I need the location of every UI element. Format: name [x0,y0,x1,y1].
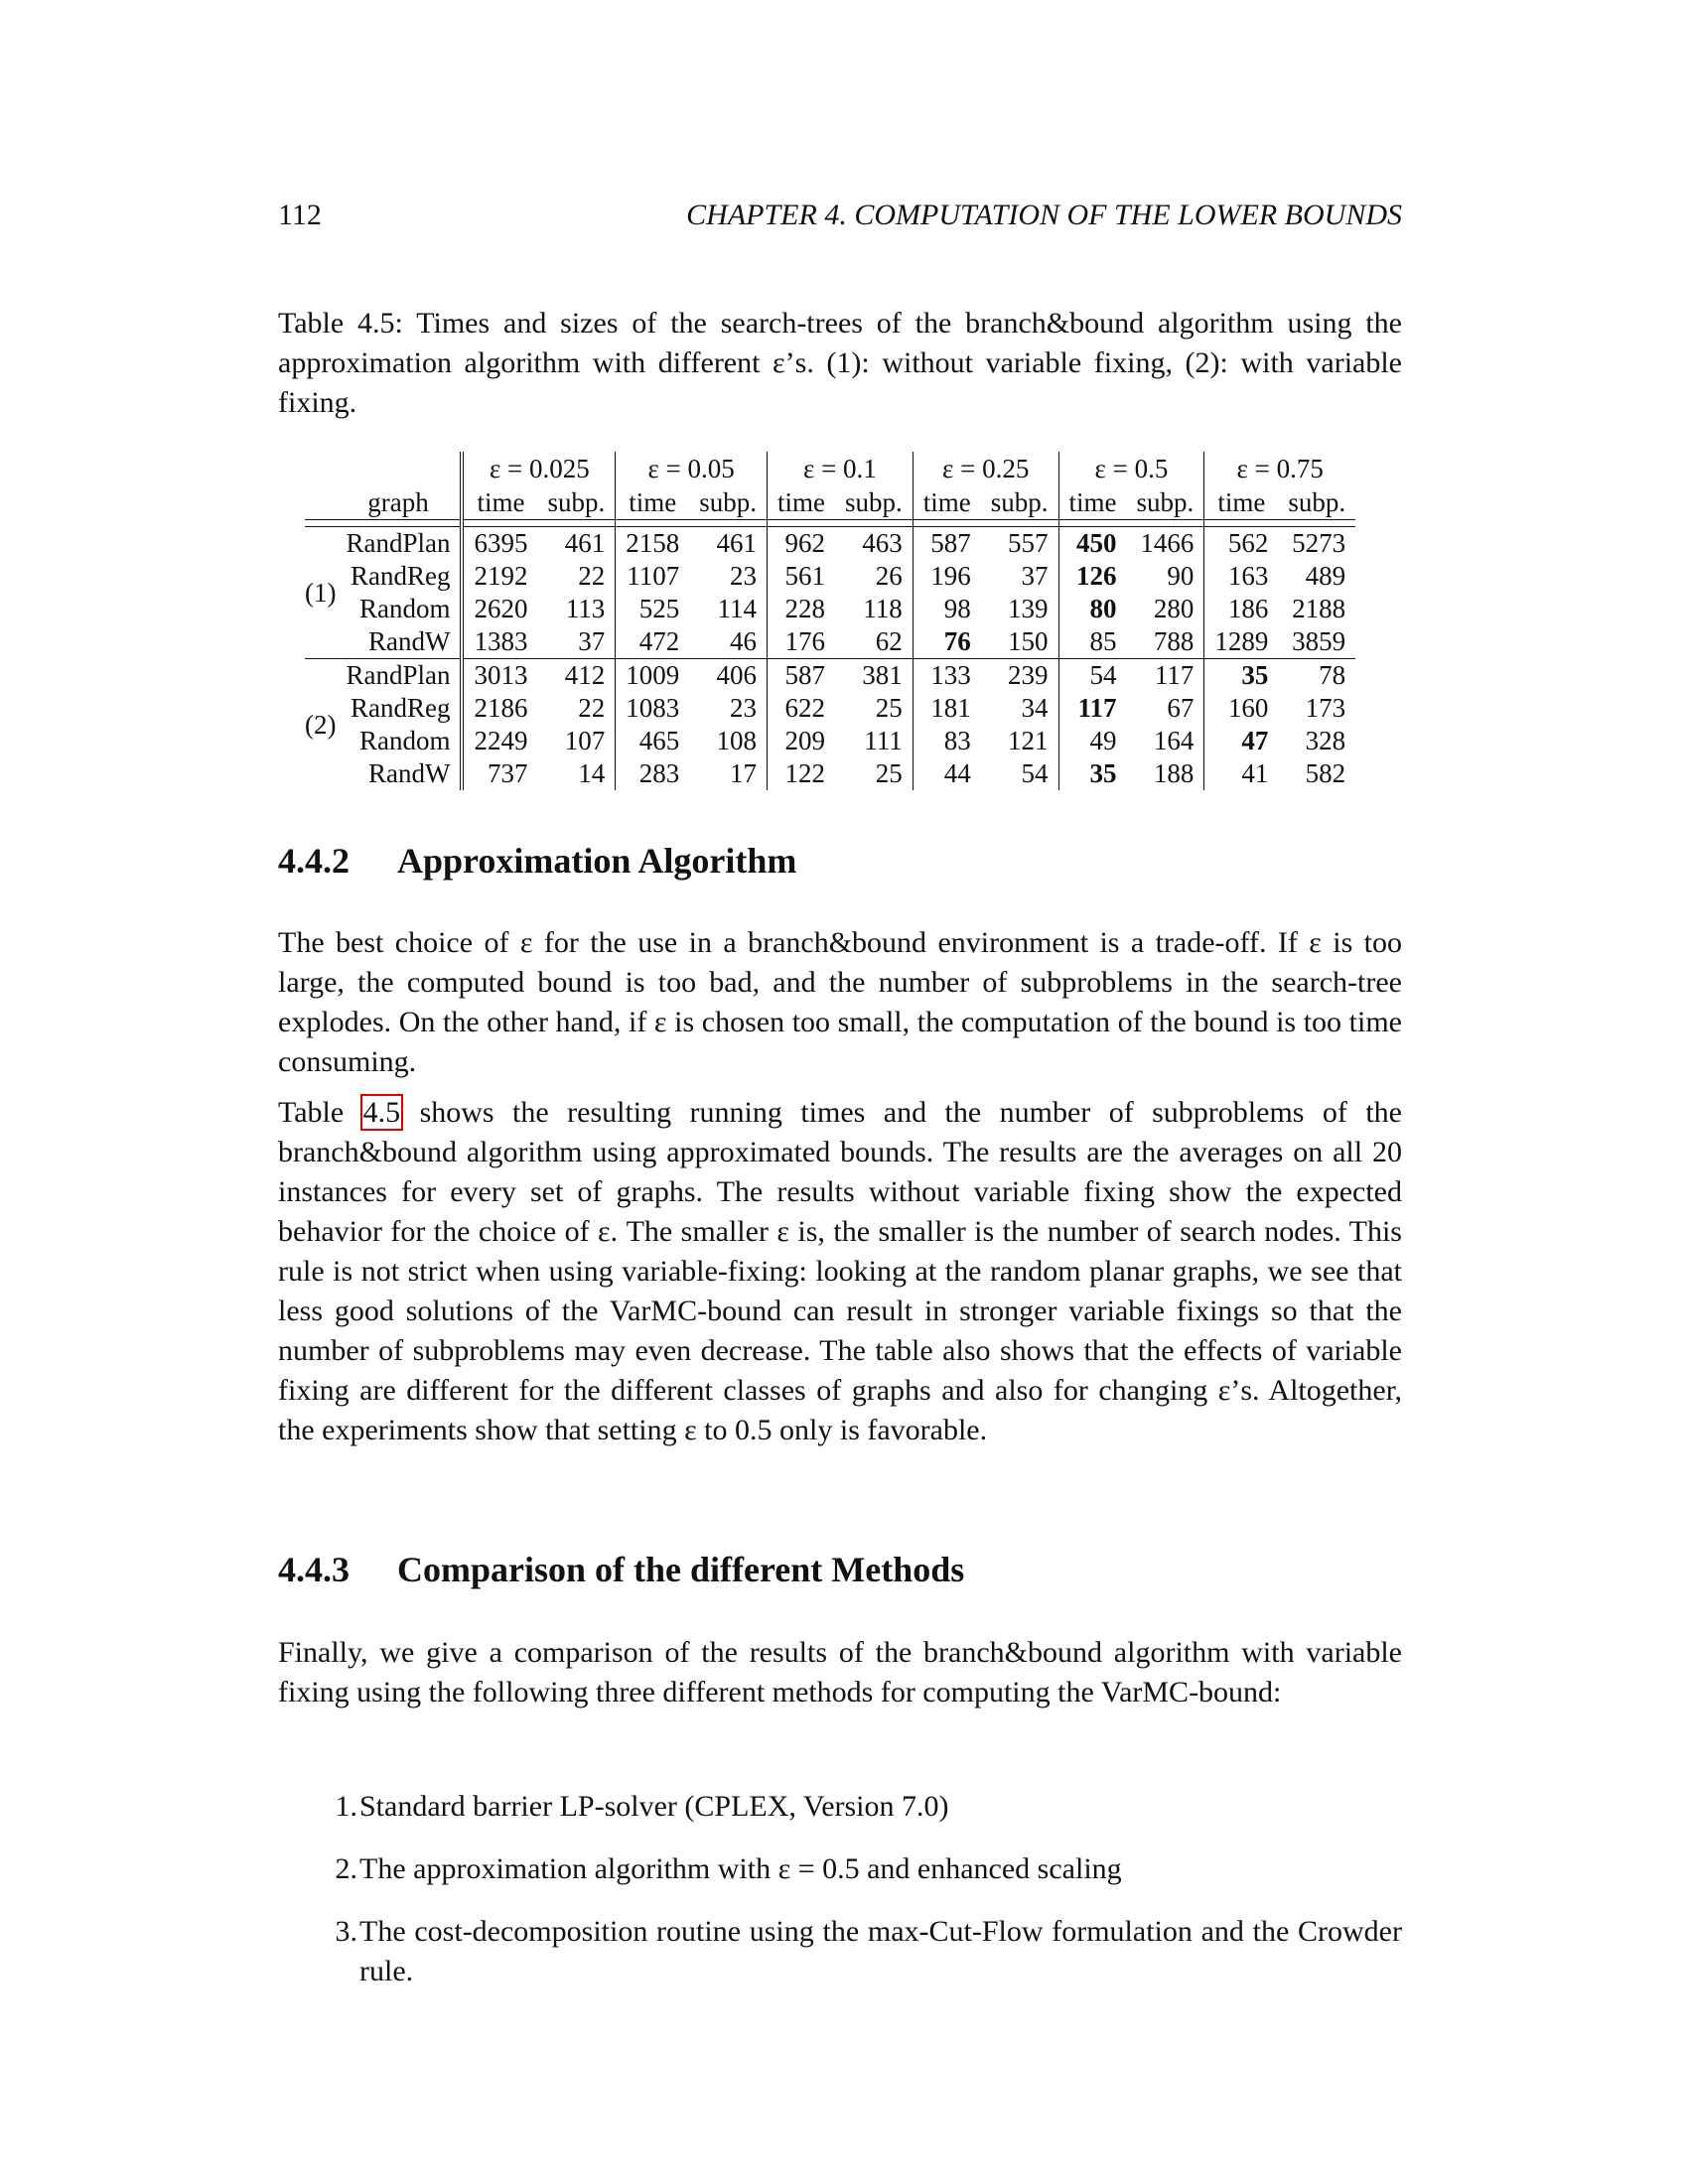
list-text: Standard barrier LP-solver (CPLEX, Version 7.0) [359,1790,949,1823]
list-number: 1. [335,1790,357,1823]
time-cell: 283 [616,757,690,790]
subproblems-cell: 118 [863,594,903,623]
time-cell: 2249 [462,725,537,757]
list-number: 2. [335,1852,357,1885]
group-label: (2) [305,709,337,740]
subproblems-cell: 5273 [1292,528,1346,558]
subproblems-cell: 67 [1167,693,1195,723]
subproblems-cell: 114 [717,594,758,623]
subproblems-cell: 328 [1305,726,1346,755]
time-cell: 2192 [462,560,537,593]
time-cell: 126 [1058,560,1127,593]
time-cell: 98 [913,593,981,625]
time-column-header: time [768,485,836,520]
section-title: Approximation Algorithm [397,841,797,881]
time-column-header: time [616,485,690,520]
subp-column-header: subp. [1278,485,1355,520]
subproblems-cell: 121 [1008,726,1049,755]
subproblems-cell: 381 [835,659,913,693]
table-reference-link[interactable]: 4.5 [362,1096,401,1129]
table-row [305,527,1355,561]
table-row [305,692,1355,725]
subproblems-cell: 37 [578,626,606,656]
subproblems-cell: 150 [1008,626,1049,656]
results-table [305,452,1355,790]
time-cell: 181 [913,692,981,725]
time-cell: 737 [462,757,537,790]
epsilon-header: ε = 0.5 [1058,452,1204,485]
section-number: 4.4.3 [278,1550,350,1589]
list-text: The approximation algorithm with ε = 0.5 and enhanced scaling [359,1852,1122,1885]
subproblems-cell: 239 [981,659,1058,693]
subproblems-cell: 54 [1021,758,1049,788]
time-cell: 41 [1204,757,1279,790]
time-cell: 6395 [462,527,537,561]
epsilon-header-row [305,452,1355,485]
graph-name: RandPlan [336,659,462,693]
time-cell: 1107 [616,560,690,593]
subproblems-cell: 22 [578,561,606,591]
subp-column-header: subp. [981,485,1058,520]
time-cell: 49 [1058,725,1127,757]
subproblems-cell: 25 [875,758,903,788]
graph-name: RandReg [350,561,451,591]
subproblems-cell: 78 [1278,659,1355,693]
section-title: Comparison of the different Methods [397,1550,965,1589]
time-cell: 450 [1058,527,1127,561]
time-cell: 133 [913,659,981,693]
graph-name: Random [358,726,451,755]
subproblems-cell: 463 [862,528,903,558]
time-cell: 83 [913,725,981,757]
page-number: 112 [278,199,322,231]
paragraph-comparison-intro: Finally, we give a comparison of the results of the branch&bound algorithm with variable fixing using the following three different methods for computing the VarMC-bound: [278,1636,1402,1708]
table-caption: Table 4.5: Times and sizes of the search-trees of the branch&bound algorithm using the approximation algorithm with different ε’s. (1): without variable fixing, (2): with variable fixing. [278,307,1402,419]
time-cell: 85 [1058,625,1127,659]
subproblems-cell: 22 [578,693,606,723]
subproblems-cell: 23 [730,561,758,591]
subproblems-cell: 34 [1021,693,1049,723]
time-cell: 465 [616,725,690,757]
list-text: The cost-decomposition routine using the max-Cut-Flow formulation and the Crowder rule. [359,1915,1402,1987]
time-cell: 76 [913,625,981,659]
subproblems-cell: 173 [1305,693,1346,723]
subproblems-cell: 113 [565,594,606,623]
subproblems-cell: 37 [1021,561,1049,591]
subproblems-cell: 406 [689,659,767,693]
paragraph-epsilon-tradeoff: The best choice of ε for the use in a branch&bound environment is a trade-off. If ε is too large, the computed bound is too bad, and the number of subproblems in the search-tree explodes. On the other hand, if ε is chosen too small, the computation of the bound is too time consuming. [278,926,1402,1078]
subp-column-header: subp. [537,485,615,520]
subproblems-cell: 1466 [1140,528,1195,558]
time-cell: 186 [1204,593,1279,625]
epsilon-header: ε = 0.1 [768,452,914,485]
graph-name: RandReg [350,693,451,723]
subproblems-cell: 582 [1305,758,1346,788]
subproblems-cell: 557 [1008,528,1049,558]
subproblems-cell: 788 [1153,626,1195,656]
chapter-title: CHAPTER 4. COMPUTATION OF THE LOWER BOUNDS [686,199,1402,231]
section-heading-4-4-2 [278,840,796,882]
time-cell: 2186 [462,692,537,725]
epsilon-header: ε = 0.05 [616,452,768,485]
subp-column-header: subp. [689,485,767,520]
subproblems-cell: 14 [578,758,606,788]
subp-column-header: subp. [1127,485,1204,520]
subproblems-cell: 90 [1167,561,1195,591]
subproblems-cell: 164 [1153,726,1195,755]
subp-column-header: subp. [835,485,913,520]
column-header-row [305,485,1355,520]
time-cell: 160 [1204,692,1279,725]
time-cell: 80 [1058,593,1127,625]
time-column-header: time [462,485,537,520]
time-cell: 35 [1204,659,1279,693]
time-cell: 163 [1204,560,1279,593]
subproblems-cell: 17 [730,758,758,788]
graph-name: RandW [368,758,451,788]
subproblems-cell: 108 [716,726,758,755]
header-double-rule [305,520,1355,527]
subproblems-cell: 280 [1153,594,1195,623]
paragraph-table-discussion: Table 4.5 shows the resulting running times and the number of subproblems of the branch&bound algorithm using approximated bounds. The results are the averages on all 20 instances for every set of graphs. The results without variable fixing show the expected behavior for the choice of ε. The smaller ε is, the smaller is the number of search nodes. This rule is not strict when using variable-fixing: looking at the random planar graphs, we see that less good solutions of the VarMC-bound can result in stronger variable fixings so that the number of subproblems may even decrease. The table also shows that the effects of variable fixing are different for the different classes of graphs and also for changing ε’s. Altogether, the experiments show that setting ε to 0.5 only is favorable. [278,1096,1402,1446]
section-number: 4.4.2 [278,841,350,881]
time-cell: 1083 [616,692,690,725]
time-cell: 1383 [462,625,537,659]
time-cell: 622 [768,692,836,725]
table-row [305,593,1355,625]
time-cell: 54 [1058,659,1127,693]
subproblems-cell: 2188 [1292,594,1346,623]
table-row [305,625,1355,659]
group-label: (1) [305,577,337,608]
subproblems-cell: 26 [875,561,903,591]
graph-name: RandPlan [346,528,451,558]
subproblems-cell: 188 [1153,758,1195,788]
subproblems-cell: 23 [730,693,758,723]
section-heading-4-4-3 [278,1549,964,1590]
graph-name: Random [358,594,451,623]
subproblems-cell: 62 [875,626,903,656]
epsilon-header: ε = 0.75 [1204,452,1355,485]
subproblems-cell: 117 [1127,659,1204,693]
time-cell: 47 [1204,725,1279,757]
table-row [305,725,1355,757]
time-cell: 2620 [462,593,537,625]
time-cell: 525 [616,593,690,625]
subproblems-cell: 461 [716,528,758,558]
graph-column-header: graph [336,485,462,520]
subproblems-cell: 412 [537,659,615,693]
time-cell: 587 [768,659,836,693]
time-cell: 117 [1058,692,1127,725]
time-cell: 35 [1058,757,1127,790]
time-column-header: time [913,485,981,520]
results-table-container [305,452,1355,790]
time-cell: 122 [768,757,836,790]
time-cell: 587 [913,527,981,561]
subproblems-cell: 489 [1305,561,1346,591]
time-cell: 472 [616,625,690,659]
epsilon-header: ε = 0.25 [913,452,1058,485]
time-cell: 562 [1204,527,1279,561]
subproblems-cell: 46 [730,626,758,656]
time-cell: 1289 [1204,625,1279,659]
subproblems-cell: 139 [1008,594,1049,623]
table-row [305,560,1355,593]
time-cell: 3013 [462,659,537,693]
time-cell: 209 [768,725,836,757]
subproblems-cell: 111 [864,726,903,755]
table-row [305,659,1355,693]
graph-name: RandW [368,626,451,656]
time-cell: 44 [913,757,981,790]
subproblems-cell: 107 [564,726,606,755]
table-row [305,757,1355,790]
time-cell: 1009 [616,659,690,693]
list-number: 3. [335,1915,357,1948]
running-header [278,199,1402,238]
epsilon-header: ε = 0.025 [462,452,615,485]
time-column-header: time [1058,485,1127,520]
time-cell: 196 [913,560,981,593]
time-cell: 2158 [616,527,690,561]
time-cell: 561 [768,560,836,593]
subproblems-cell: 461 [564,528,606,558]
time-cell: 176 [768,625,836,659]
time-column-header: time [1204,485,1279,520]
time-cell: 228 [768,593,836,625]
subproblems-cell: 3859 [1292,626,1346,656]
subproblems-cell: 25 [875,693,903,723]
time-cell: 962 [768,527,836,561]
